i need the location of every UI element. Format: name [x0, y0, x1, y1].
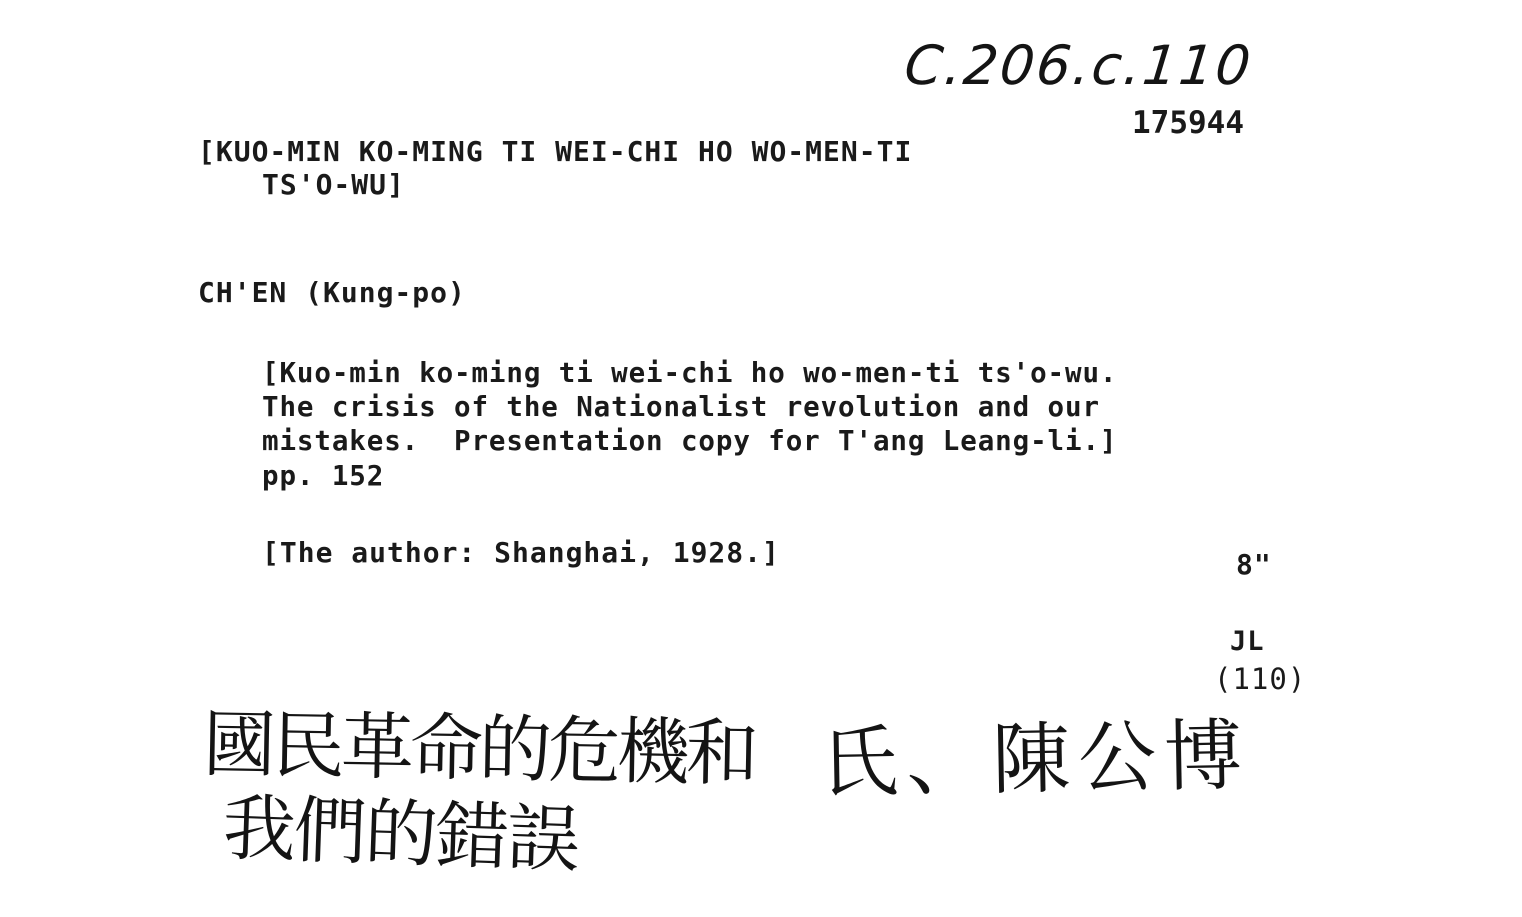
author-heading: CH'EN (Kung-po): [198, 276, 466, 309]
heading-line-1: [KUO-MIN KO-MING TI WEI-CHI HO WO-MEN-TI: [198, 135, 913, 168]
chinese-title-line-1: 國民革命的危機和: [202, 702, 756, 797]
shelfmark: C.206.c.110: [901, 34, 1256, 97]
pagination: pp. 152: [262, 460, 385, 492]
description-line-3: mistakes. Presentation copy for T'ang Leang-li.]: [262, 425, 1118, 457]
accession-number: 175944: [1132, 105, 1244, 141]
description-line-2: The crisis of the Nationalist revolution and our: [262, 391, 1100, 423]
size-note: 8": [1236, 548, 1272, 581]
chinese-title-line-2: 我們的錯誤: [221, 785, 580, 884]
chinese-author-name: 氏、陳公博: [819, 711, 1251, 809]
item-number: (110): [1214, 662, 1307, 696]
description-line-1: [Kuo-min ko-ming ti wei-chi ho wo-men-ti ts'o-wu.: [262, 357, 1118, 389]
cataloguer-initials: JL: [1230, 626, 1265, 657]
heading-line-2: TS'O-WU]: [262, 168, 405, 201]
imprint: [The author: Shanghai, 1928.]: [262, 536, 780, 569]
